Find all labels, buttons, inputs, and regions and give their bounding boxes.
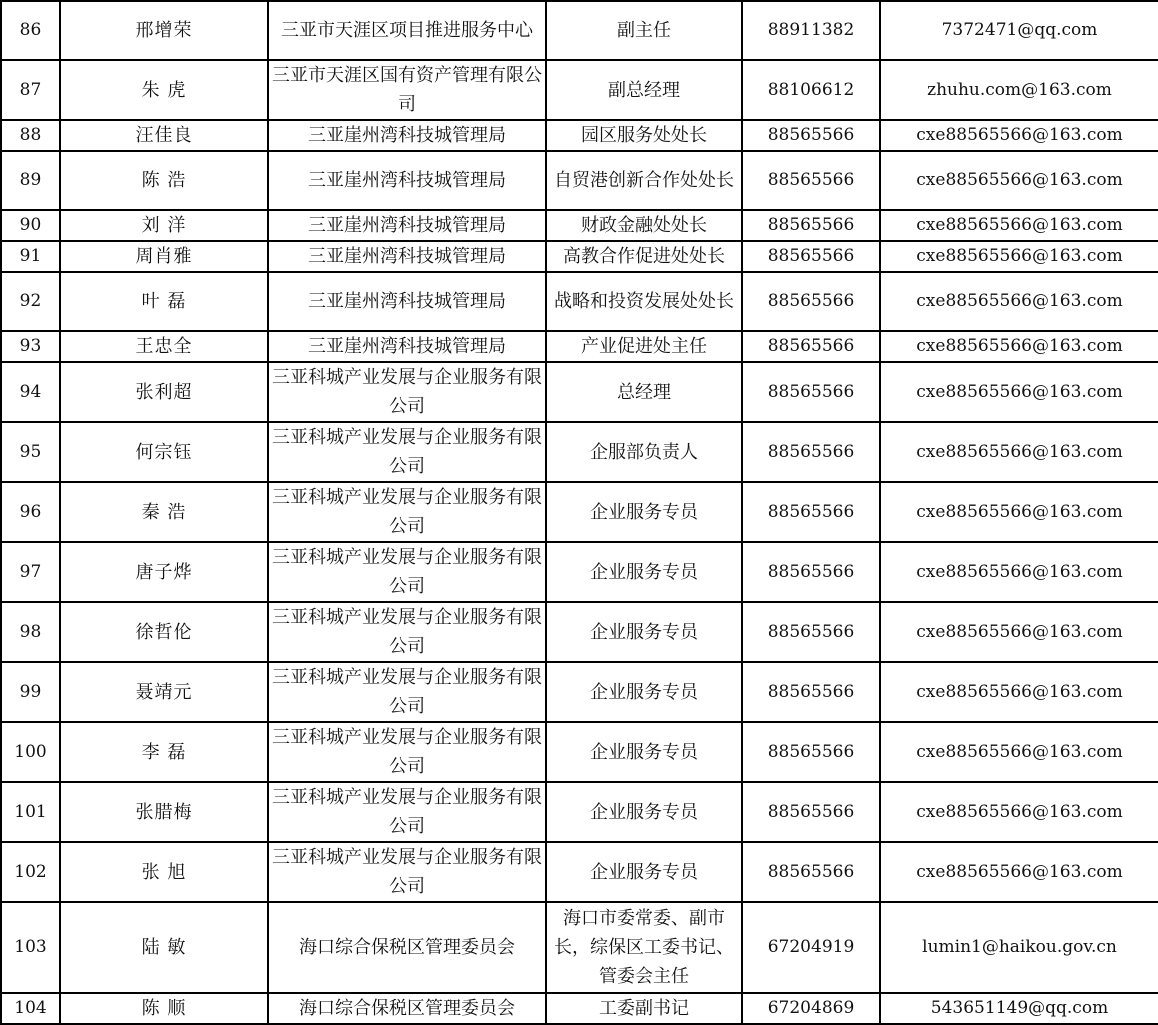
person-name: 王忠全 [60, 331, 268, 362]
email-address: cxe88565566@163.com [880, 422, 1158, 482]
job-title: 自贸港创新合作处处长 [546, 151, 742, 210]
job-title: 副主任 [546, 1, 742, 60]
job-title: 企业服务专员 [546, 782, 742, 842]
email-address: cxe88565566@163.com [880, 331, 1158, 362]
job-title: 高教合作促进处处长 [546, 241, 742, 272]
organization: 三亚科城产业发展与企业服务有限公司 [268, 482, 546, 542]
person-name: 秦 浩 [60, 482, 268, 542]
table-row [1, 272, 1158, 331]
organization: 三亚市天涯区项目推进服务中心 [268, 1, 546, 60]
person-name: 聂靖元 [60, 662, 268, 722]
phone-number: 88565566 [742, 241, 880, 272]
email-address: cxe88565566@163.com [880, 151, 1158, 210]
table-row [1, 782, 1158, 842]
organization: 三亚科城产业发展与企业服务有限公司 [268, 422, 546, 482]
email-address: 7372471@qq.com [880, 1, 1158, 60]
email-address: cxe88565566@163.com [880, 842, 1158, 902]
organization: 三亚崖州湾科技城管理局 [268, 120, 546, 151]
row-number: 91 [1, 241, 60, 272]
phone-number: 88565566 [742, 542, 880, 602]
job-title: 总经理 [546, 362, 742, 422]
person-name: 陈 浩 [60, 151, 268, 210]
person-name: 陆 敏 [60, 902, 268, 993]
table-row [1, 120, 1158, 151]
email-address: cxe88565566@163.com [880, 210, 1158, 241]
table-row [1, 1, 1158, 60]
person-name: 刘 洋 [60, 210, 268, 241]
phone-number: 67204919 [742, 902, 880, 993]
phone-number: 88565566 [742, 151, 880, 210]
person-name: 李 磊 [60, 722, 268, 782]
job-title: 海口市委常委、副市长，综保区工委书记、管委会主任 [546, 902, 742, 993]
row-number: 102 [1, 842, 60, 902]
email-address: cxe88565566@163.com [880, 542, 1158, 602]
job-title: 财政金融处处长 [546, 210, 742, 241]
person-name: 陈 顺 [60, 993, 268, 1024]
row-number: 100 [1, 722, 60, 782]
person-name: 唐子烨 [60, 542, 268, 602]
table-row [1, 362, 1158, 422]
person-name: 张 旭 [60, 842, 268, 902]
row-number: 87 [1, 60, 60, 120]
email-address: cxe88565566@163.com [880, 272, 1158, 331]
table-row [1, 60, 1158, 120]
email-address: zhuhu.com@163.com [880, 60, 1158, 120]
organization: 海口综合保税区管理委员会 [268, 902, 546, 993]
row-number: 104 [1, 993, 60, 1024]
row-number: 101 [1, 782, 60, 842]
job-title: 企业服务专员 [546, 602, 742, 662]
person-name: 张腊梅 [60, 782, 268, 842]
email-address: cxe88565566@163.com [880, 120, 1158, 151]
job-title: 企业服务专员 [546, 662, 742, 722]
job-title: 企服部负责人 [546, 422, 742, 482]
phone-number: 88565566 [742, 422, 880, 482]
job-title: 副总经理 [546, 60, 742, 120]
job-title: 战略和投资发展处处长 [546, 272, 742, 331]
row-number: 92 [1, 272, 60, 331]
organization: 三亚崖州湾科技城管理局 [268, 331, 546, 362]
phone-number: 88565566 [742, 662, 880, 722]
email-address: cxe88565566@163.com [880, 782, 1158, 842]
organization: 三亚崖州湾科技城管理局 [268, 210, 546, 241]
person-name: 朱 虎 [60, 60, 268, 120]
row-number: 89 [1, 151, 60, 210]
person-name: 叶 磊 [60, 272, 268, 331]
person-name: 汪佳良 [60, 120, 268, 151]
row-number: 95 [1, 422, 60, 482]
phone-number: 88565566 [742, 120, 880, 151]
row-number: 99 [1, 662, 60, 722]
email-address: cxe88565566@163.com [880, 722, 1158, 782]
organization: 三亚崖州湾科技城管理局 [268, 272, 546, 331]
table-row [1, 993, 1158, 1024]
phone-number: 88565566 [742, 602, 880, 662]
table-row [1, 602, 1158, 662]
email-address: cxe88565566@163.com [880, 482, 1158, 542]
table-row [1, 722, 1158, 782]
organization: 三亚科城产业发展与企业服务有限公司 [268, 542, 546, 602]
phone-number: 88565566 [742, 782, 880, 842]
email-address: 543651149@qq.com [880, 993, 1158, 1024]
row-number: 86 [1, 1, 60, 60]
organization: 三亚市天涯区国有资产管理有限公司 [268, 60, 546, 120]
person-name: 何宗钰 [60, 422, 268, 482]
row-number: 103 [1, 902, 60, 993]
table-row [1, 151, 1158, 210]
phone-number: 67204869 [742, 993, 880, 1024]
row-number: 93 [1, 331, 60, 362]
person-name: 徐哲伦 [60, 602, 268, 662]
table-row [1, 662, 1158, 722]
phone-number: 88911382 [742, 1, 880, 60]
table-row [1, 902, 1158, 993]
phone-number: 88565566 [742, 722, 880, 782]
person-name: 张利超 [60, 362, 268, 422]
row-number: 88 [1, 120, 60, 151]
table-row [1, 482, 1158, 542]
table-row [1, 241, 1158, 272]
phone-number: 88565566 [742, 842, 880, 902]
organization: 三亚科城产业发展与企业服务有限公司 [268, 602, 546, 662]
phone-number: 88565566 [742, 362, 880, 422]
person-name: 周肖雅 [60, 241, 268, 272]
email-address: lumin1@haikou.gov.cn [880, 902, 1158, 993]
email-address: cxe88565566@163.com [880, 602, 1158, 662]
table-row [1, 422, 1158, 482]
phone-number: 88565566 [742, 331, 880, 362]
phone-number: 88565566 [742, 210, 880, 241]
organization: 三亚科城产业发展与企业服务有限公司 [268, 782, 546, 842]
email-address: cxe88565566@163.com [880, 662, 1158, 722]
row-number: 96 [1, 482, 60, 542]
job-title: 企业服务专员 [546, 542, 742, 602]
job-title: 园区服务处处长 [546, 120, 742, 151]
organization: 海口综合保税区管理委员会 [268, 993, 546, 1024]
row-number: 98 [1, 602, 60, 662]
contact-table-body [1, 1, 1158, 1024]
organization: 三亚科城产业发展与企业服务有限公司 [268, 362, 546, 422]
organization: 三亚科城产业发展与企业服务有限公司 [268, 842, 546, 902]
organization: 三亚科城产业发展与企业服务有限公司 [268, 662, 546, 722]
job-title: 企业服务专员 [546, 842, 742, 902]
phone-number: 88106612 [742, 60, 880, 120]
phone-number: 88565566 [742, 482, 880, 542]
phone-number: 88565566 [742, 272, 880, 331]
row-number: 94 [1, 362, 60, 422]
job-title: 工委副书记 [546, 993, 742, 1024]
job-title: 产业促进处主任 [546, 331, 742, 362]
person-name: 邢增荣 [60, 1, 268, 60]
table-row [1, 210, 1158, 241]
organization: 三亚崖州湾科技城管理局 [268, 151, 546, 210]
table-row [1, 542, 1158, 602]
table-row [1, 842, 1158, 902]
email-address: cxe88565566@163.com [880, 362, 1158, 422]
table-row [1, 331, 1158, 362]
email-address: cxe88565566@163.com [880, 241, 1158, 272]
job-title: 企业服务专员 [546, 482, 742, 542]
row-number: 90 [1, 210, 60, 241]
job-title: 企业服务专员 [546, 722, 742, 782]
row-number: 97 [1, 542, 60, 602]
organization: 三亚科城产业发展与企业服务有限公司 [268, 722, 546, 782]
organization: 三亚崖州湾科技城管理局 [268, 241, 546, 272]
